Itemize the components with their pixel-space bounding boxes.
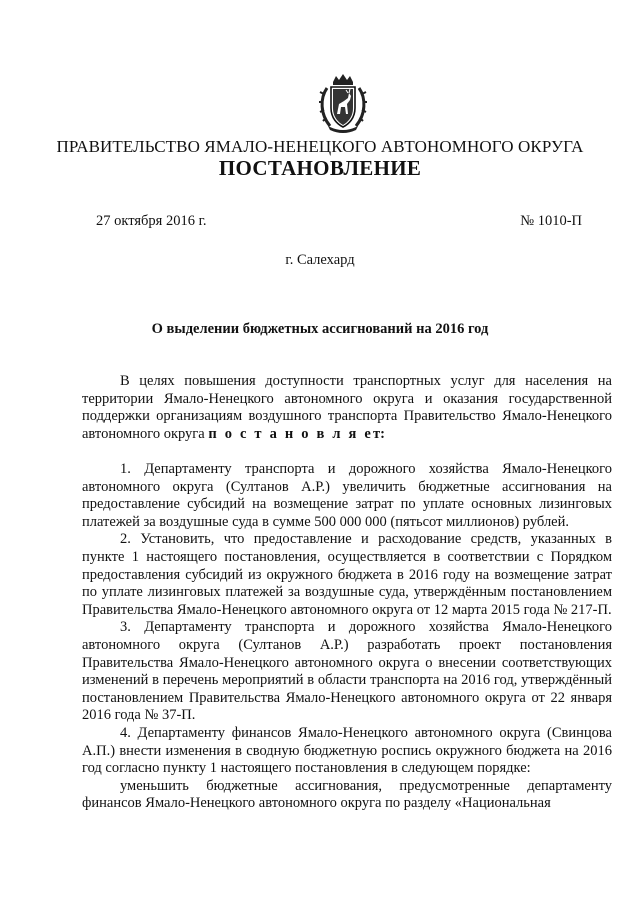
document-city: г. Салехард — [285, 252, 355, 268]
resolution-item: уменьшить бюджетные ассигнования, предусмотренные департаменту финансов Ямало-Ненецкого автономного округа по разделу «Национальная — [82, 777, 612, 812]
document-subject: О выделении бюджетных ассигнований на 2016 год — [151, 321, 489, 337]
preamble-paragraph — [82, 373, 612, 443]
document-number: № 1010-П — [520, 213, 582, 229]
resolution-items — [82, 461, 612, 813]
decree-word: п о с т а н о в л я е — [208, 425, 374, 442]
resolution-item: 4. Департаменту финансов Ямало-Ненецкого автономного округа (Свинцова А.П.) внести изменения в сводную бюджетную роспись окружного бюджета на 2016 год согласно пункту 1 настоящего постановления в следующем порядке: — [82, 724, 612, 777]
resolution-item: 1. Департаменту транспорта и дорожного хозяйства Ямало-Ненецкого автономного округа (Султанов А.Р.) увеличить бюджетные ассигнования на предоставление субсидий на возмещение затрат по уплате основных лизинговых платежей за воздушные суда в сумме 500 000 000 (пятьсот миллионов) рублей. — [82, 461, 612, 530]
government-title: ПРАВИТЕЛЬСТВО ЯМАЛО-НЕНЕЦКОГО АВТОНОМНОГО ОКРУГА — [56, 137, 584, 156]
coat-of-arms-icon — [318, 74, 368, 134]
decree-word-tail: т: — [373, 425, 385, 442]
preamble-text: В целях повышения доступности транспортных услуг для населения на территории Ямало-Ненецкого автономного округа и оказания государственной поддержки организациям воздушного транспорта Правительство Ямало-Ненецкого автономного округа — [82, 373, 612, 442]
resolution-item: 2. Установить, что предоставление и расходование средств, указанных в пункте 1 настоящего постановления, осуществляется в соответствии с Порядком предоставления субсидий из окружного бюджета в 2016 году на возмещение затрат по уплате лизинговых платежей за воздушные суда, утверждённым постановлением Правительства Ямало-Ненецкого автономного округа от 12 марта 2015 года № 217-П. — [82, 531, 612, 618]
document-date: 27 октября 2016 г. — [96, 213, 207, 229]
document-type: ПОСТАНОВЛЕНИЕ — [218, 156, 422, 180]
resolution-item: 3. Департаменту транспорта и дорожного хозяйства Ямало-Ненецкого автономного округа (Султанов А.Р.) разработать проект постановления Правительства Ямало-Ненецкого автономного округа о внесении соответствующих изменений в перечень мероприятий в области транспорта на 2016 год, утверждённый постановлением Правительства Ямало-Ненецкого автономного округа от 22 января 2016 года № 37-П. — [82, 619, 612, 724]
